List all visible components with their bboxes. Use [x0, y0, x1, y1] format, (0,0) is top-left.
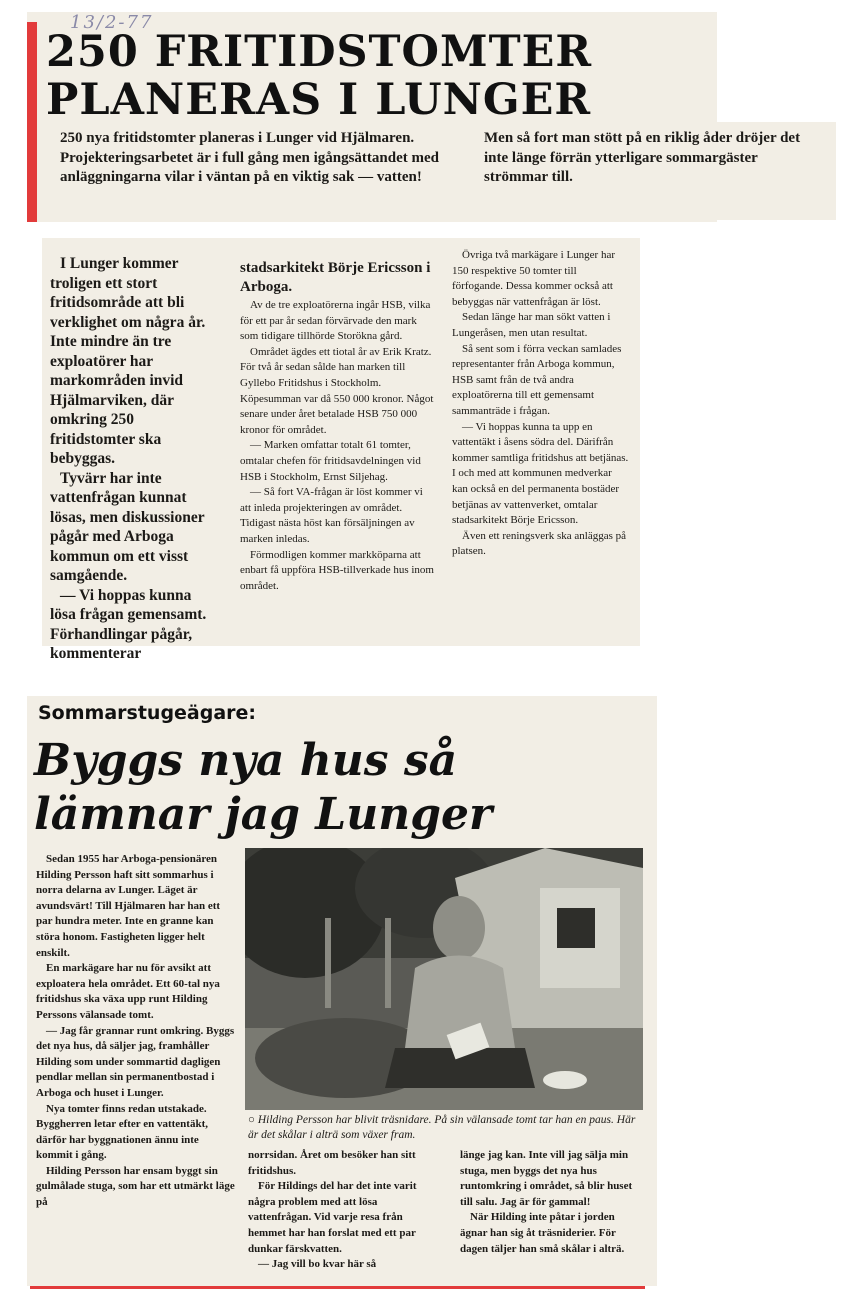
- top-headline: [46, 28, 716, 124]
- body-column-c: [452, 248, 630, 560]
- paragraph: Tyvärr har inte vattenfrågan kunnat lösas, men diskussioner pågår med Arboga kommun om ett visst samgående.: [50, 469, 205, 584]
- paragraph: — Marken omfattar totalt 61 tomter, omtalar chefen för fritidsavdelningen vid HSB i Stockholm, Ernst Siljehag.: [240, 439, 421, 483]
- paragraph: Även ett reningsverk ska anläggas på platsen.: [452, 529, 627, 558]
- photo-illustration: [245, 848, 643, 1110]
- news-photo: [245, 848, 643, 1110]
- paragraph: — Vi hoppas kunna lösa frågan gemensamt. Förhandlingar pågår, kommenterar: [50, 586, 207, 662]
- paragraph: När Hilding inte påtar i jorden ägnar han sig åt träsniderier. För dagen täljer han små skålar i alträ.: [460, 1211, 625, 1255]
- paragraph: norrsidan. Året om besöker han sitt fritidshus.: [248, 1149, 416, 1177]
- bottom-column-f: [460, 1148, 640, 1257]
- top-headline-line-2: PLANERAS I LUNGER: [46, 75, 592, 125]
- handwritten-date: 13/2-77: [70, 12, 154, 33]
- paragraph: — Jag får grannar runt omkring. Byggs det nya hus, då säljer jag, framhåller Hilding som under sommartid dagligen pendlar mellan sin permanentbostad i Arboga och huset i Lunger.: [36, 1024, 235, 1099]
- bottom-kicker: Sommarstugeägare:: [38, 702, 257, 724]
- body-column-b: [240, 298, 435, 594]
- paragraph: En markägare har nu för avsikt att exploatera hela området. Ett 60-tal nya fritidshus ska växa upp runt Hilding Perssons välansade tomt.: [36, 962, 220, 1021]
- paragraph: Området ägdes ett tiotal år av Erik Kratz. För två år sedan sålde han marken till Gyllebo Fritidshus i Stockholm. Köpesumman var då 550 000 kronor. Något senare under året betalade HSB 750 000 kronor för området.: [240, 345, 434, 436]
- paragraph: Så sent som i förra veckan samlades representanter från Arboga kommun, HSB samt från de två andra exploatörerna till ett gemensamt sammanträde i frågan.: [452, 342, 622, 417]
- paragraph: Av de tre exploatörerna ingår HSB, vilka för ett par år sedan förvärvade den mark som tidigare tillhörde Storökna gård.: [240, 299, 431, 343]
- paragraph: Förmodligen kommer markköparna att enbart få uppföra HSB-tillverkade hus inom området.: [240, 548, 434, 592]
- photo-caption: ○ Hilding Persson har blivit träsnidare. På sin välansade tomt tar han en paus. Här är det skålar i alträ som växer fram.: [248, 1114, 636, 1141]
- body-column-a: [50, 254, 215, 664]
- bottom-headline: [34, 734, 654, 842]
- paragraph: I Lunger kommer troligen ett stort fritidsområde att bli verklighet om några år. Inte mindre än tre exploatörer har markområden invid Hjälmarviken, där omkring 250 fritidstomter ska bebyggas.: [50, 255, 206, 467]
- top-lead-left: 250 nya fritidstomter planeras i Lunger vid Hjälmaren. Projekteringsarbetet är i full gång men igångsättandet med anläggningarna vilar i väntan på en viktig sak — vatten!: [60, 130, 439, 185]
- paragraph: Sedan länge har man sökt vatten i Lungeråsen, men utan resultat.: [452, 311, 611, 339]
- body-column-b-heading: stadsarkitekt Börje Ericsson i Arboga.: [240, 260, 431, 295]
- bottom-headline-line-2: lämnar jag Lunger: [34, 789, 493, 840]
- paragraph: Hilding Persson har ensam byggt sin gulmålade stuga, som har ett utmärkt läge på: [36, 1164, 235, 1209]
- paragraph: — Så fort VA-frågan är löst kommer vi att inleda projekteringen av området. Tidigast nästa höst kan försäljningen av marken inledas.: [240, 486, 423, 545]
- red-bottom-line: [30, 1286, 645, 1289]
- paragraph: För Hildings del har det inte varit några problem med att lösa vattenfrågan. Vid varje resa från hemmet har han forslat med ett par dunkar färskvatten.: [248, 1180, 417, 1255]
- bottom-headline-line-1: Byggs nya hus så: [34, 735, 458, 786]
- paragraph: — Jag vill bo kvar här så: [258, 1258, 377, 1271]
- red-margin-line: [27, 22, 37, 222]
- bottom-column-e: [248, 1148, 438, 1273]
- bottom-column-d: [36, 852, 236, 1211]
- paragraph: länge jag kan. Inte vill jag sälja min stuga, men byggs det nya hus runtomkring i området, så blir huset till salu. Jag är för gammal!: [460, 1149, 633, 1208]
- paragraph: — Vi hoppas kunna ta upp en vattentäkt i åsens södra del. Därifrån kommer samtliga fritidshus att betjänas. I och med att kommunen medverkar kan också en del permanenta bostäder betjänas av vattenverket, omtalar stadsarkitekt Börje Ericsson.: [452, 420, 629, 527]
- paragraph: Nya tomter finns redan utstakade. Byggherren letar efter en vattentäkt, därför har byggnationen ännu inte kommit i gång.: [36, 1102, 208, 1162]
- paragraph: Sedan 1955 har Arboga-pensionären Hilding Persson haft sitt sommarhus i norra delarna av Lunger. Läget är avundsvärt! Till Hjälmaren har han ett par hundra meter. Inte en granne kan störa honom. Fastigheten ligger helt enskilt.: [36, 853, 221, 959]
- top-lead-right: Men så fort man stött på en riklig åder dröjer det inte länge förrän ytterligare sommargäster strömmar till.: [484, 130, 801, 185]
- paragraph: Övriga två markägare i Lunger har 150 respektive 50 tomter till förfogande. Dessa kommer också att bebyggas när vattenfrågan är löst.: [452, 249, 616, 308]
- top-headline-line-1: 250 FRITIDSTOMTER: [46, 27, 593, 77]
